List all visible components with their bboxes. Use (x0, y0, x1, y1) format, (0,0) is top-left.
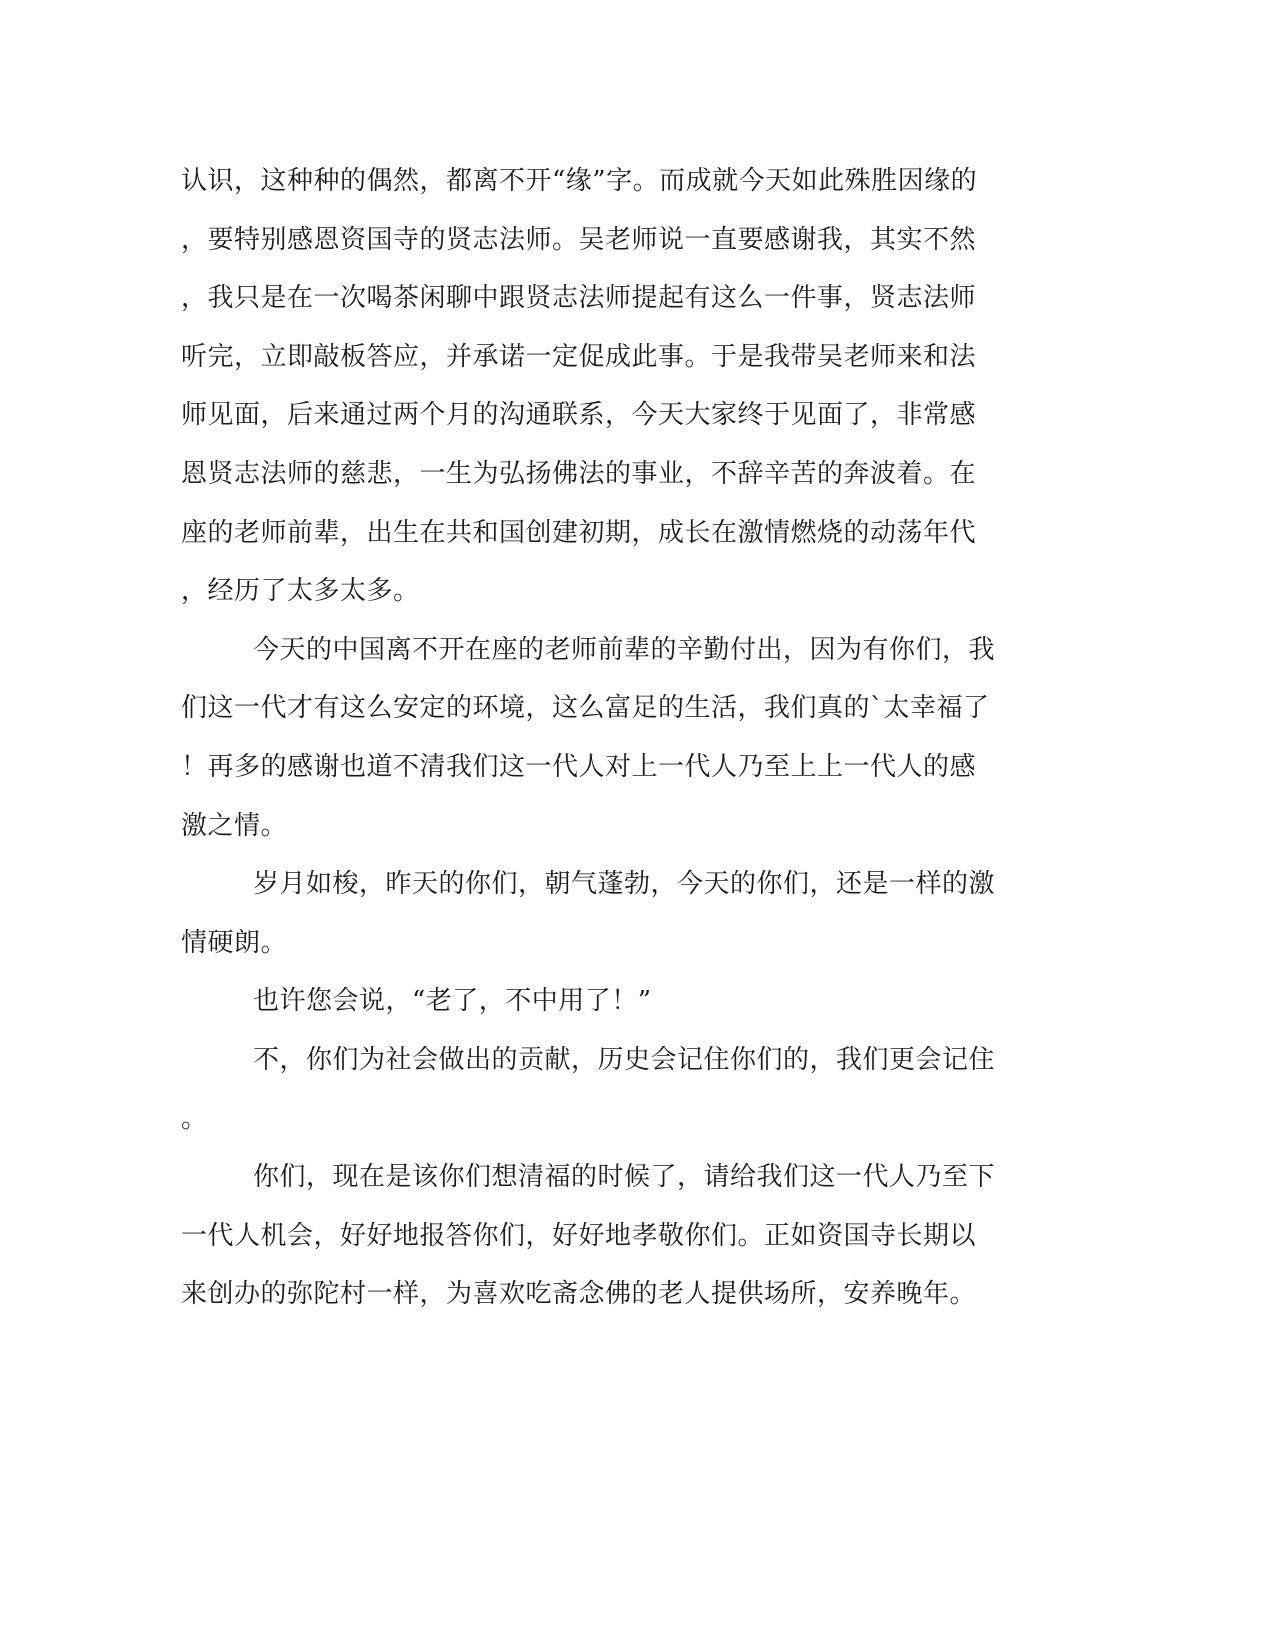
text-line: 恩贤志法师的慈悲，一生为弘扬佛法的事业，不辞辛苦的奔波着。在 (181, 458, 977, 489)
text-line: ，经历了太多太多。 (181, 576, 420, 607)
paragraph-first-line: 你们，现在是该你们想清福的时候了，请给我们这一代人乃至下 (253, 1162, 996, 1193)
text-line: 认识，这种种的偶然，都离不开“缘”字。而成就今天如此殊胜因缘的 (181, 166, 978, 196)
text-line: ，要特别感恩资国寺的贤志法师。吴老师说一直要感谢我，其实不然 (181, 224, 977, 255)
paragraph-first-line: 岁月如梭，昨天的你们，朝气蓬勃，今天的你们，还是一样的激 (253, 869, 996, 900)
text-line: 。 (181, 1103, 208, 1134)
text-line: ！再多的感谢也道不清我们这一代人对上一代人乃至上上一代人的感 (181, 751, 977, 782)
paragraph-first-line: 也许您会说，“老了，不中用了！” (253, 986, 652, 1017)
text-line: 座的老师前辈，出生在共和国创建初期，成长在激情燃烧的动荡年代 (181, 517, 977, 548)
text-line: 师见面，后来通过两个月的沟通联系，今天大家终于见面了，非常感 (181, 400, 977, 431)
text-line: ，我只是在一次喝茶闲聊中跟贤志法师提起有这么一件事，贤志法师 (181, 283, 977, 314)
text-line: 激之情。 (181, 810, 288, 841)
paragraph-first-line: 不，你们为社会做出的贡献，历史会记住你们的，我们更会记住 (253, 1044, 996, 1075)
text-line: 们这一代才有这么安定的环境，这么富足的生活，我们真的`太幸福了 (181, 693, 990, 724)
document-body (181, 159, 1031, 1331)
text-line: 来创办的弥陀村一样，为喜欢吃斋念佛的老人提供场所，安养晚年。 (181, 1279, 977, 1310)
text-line: 一代人机会，好好地报答你们，好好地孝敬你们。正如资国寺长期以 (181, 1220, 977, 1251)
text-line: 情硬朗。 (181, 927, 288, 958)
paragraph-first-line: 今天的中国离不开在座的老师前辈的辛勤付出，因为有你们，我 (253, 634, 996, 665)
text-line: 听完，立即敲板答应，并承诺一定促成此事。于是我带吴老师来和法 (181, 341, 977, 372)
